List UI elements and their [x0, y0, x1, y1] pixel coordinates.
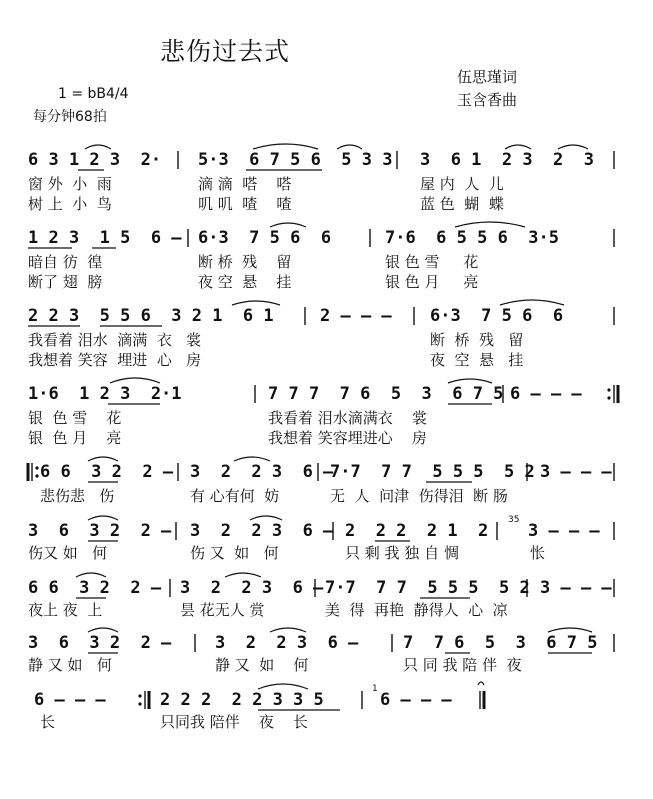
- measure-notes: 3 6 3 2 2 –: [28, 521, 172, 541]
- key-signature: 1 = bB4/4: [58, 86, 129, 102]
- lyric-line-2: 夜 空 悬 挂: [198, 273, 292, 291]
- lyric-line-1: 我看着 泪水滴满衣 裳: [268, 409, 427, 427]
- lyricist-credit: 伍思瑾词: [457, 68, 518, 86]
- lyric-line-1: 我看着 泪水 滴满 衣 裳: [28, 331, 202, 349]
- lyric-line-1: 有 心有何 妨: [190, 487, 280, 505]
- measure-notes: 3 2 2 3 6 –: [180, 578, 324, 598]
- composer-credit: 玉含香曲: [457, 91, 518, 109]
- lyric-line-1: 断 桥 残 留: [430, 331, 524, 349]
- lyric-line-1: 窗 外 小 雨: [28, 175, 112, 193]
- measure-notes: 1·6 1 2 3 2·1: [28, 384, 182, 404]
- barlines: [0, 149, 653, 173]
- measure-notes: 2 2 2 2 1 2: [345, 521, 489, 541]
- lyric-line-2: 银 色 月 亮: [28, 429, 122, 447]
- score-system-9: [0, 684, 653, 763]
- barlines: [0, 383, 653, 407]
- lyric-line-1: 滴 滴 嗒 嗒: [198, 175, 292, 193]
- lyric-line-1: 暗自 彷 徨: [28, 253, 103, 271]
- lyric-line-1: 美 得 再艳 静得人 心 凉: [325, 601, 508, 619]
- svg-text:1: 1: [372, 684, 378, 694]
- lyric-line-2: 蓝 色 蝴 蝶: [420, 195, 504, 213]
- lyric-line-1: 长: [40, 713, 56, 731]
- lyric-line-2: 夜 空 悬 挂: [430, 351, 524, 369]
- measure-notes: 1 2 3 1 5 6 –: [28, 228, 182, 248]
- lyric-line-1: 银 色 雪 花: [28, 409, 122, 427]
- measure-notes: 6 6 3 2 2 –: [28, 578, 162, 598]
- lyric-line-1: 断 桥 残 留: [198, 253, 292, 271]
- lyric-line-1: 夜上 夜 上: [28, 601, 103, 619]
- measure-notes: 6 6 3 2 2 –: [40, 462, 174, 482]
- score-system-4: [0, 383, 653, 457]
- measure-notes: 6 – – –: [34, 690, 106, 710]
- lyric-line-1: 只同我 陪伴 夜 长: [160, 713, 308, 731]
- measure-notes: 2 – – –: [320, 306, 392, 326]
- measure-notes: 3 2 2 3 6 –: [215, 633, 359, 653]
- barlines: [0, 305, 653, 329]
- measure-notes: 6·3 7 5 6 6: [198, 228, 332, 248]
- score-system-3: [0, 305, 653, 379]
- barlines: [0, 227, 653, 251]
- barlines: [0, 684, 653, 713]
- measure-notes: 3 – – –: [528, 521, 600, 541]
- score-system-1: [0, 149, 653, 223]
- lyric-line-2: 树 上 小 鸟: [28, 195, 112, 213]
- measure-notes: 3 – – –: [540, 578, 612, 598]
- measure-notes: 3 2 2 3 6 –: [190, 521, 334, 541]
- measure-notes: 5·3 6 7 5 6 5 3 3: [198, 150, 393, 170]
- barlines: [0, 632, 653, 656]
- measure-notes: 7 7 6 5 3 6 7 5: [403, 633, 598, 653]
- lyric-line-1: 静 又 如 何: [28, 656, 112, 674]
- lyric-line-1: 无 人 问津 伤得泪 断 肠: [330, 487, 508, 505]
- lyric-line-1: 伤又 如 何: [28, 544, 108, 562]
- measure-notes: 7·7 7 7 5 5 5 5 2: [330, 462, 535, 482]
- lyric-line-2: 叽 叽 喳 喳: [198, 195, 292, 213]
- lyric-line-1: 静 又 如 何: [215, 656, 309, 674]
- measure-notes: 6 – – –: [510, 384, 582, 404]
- lyric-line-1: 悲伤悲 伤: [40, 487, 115, 505]
- svg-text:35: 35: [508, 515, 520, 525]
- lyric-line-1: 银 色 雪 花: [385, 253, 479, 271]
- lyric-line-1: 只 同 我 陪 伴 夜: [403, 656, 522, 674]
- measure-notes: 2 2 2 2 2 3 3 5: [160, 690, 324, 710]
- measure-notes: 3 6 3 2 2 –: [28, 633, 172, 653]
- tempo-marking: 每分钟68拍: [33, 109, 107, 125]
- lyric-line-1: 伤 又 如 何: [190, 544, 279, 562]
- measure-notes: 7 7 7 7 6 5 3 6 7 5: [268, 384, 504, 404]
- barlines: [0, 461, 653, 485]
- lyric-line-2: 我想着 笑容 埋进 心 房: [28, 351, 202, 369]
- lyric-line-1: 屋 内 人 儿: [420, 175, 504, 193]
- barlines: [0, 515, 653, 544]
- lyric-line-2: 我想着 笑容埋进心 房: [268, 429, 427, 447]
- measure-notes: 3 – – –: [540, 462, 612, 482]
- lyric-line-1: 怅: [530, 544, 546, 562]
- measure-notes: 7·7 7 7 5 5 5 5 2: [325, 578, 530, 598]
- barlines: [0, 577, 653, 601]
- lyric-line-1: 昙 花无人 赏: [180, 601, 265, 619]
- song-title: 悲伤过去式: [160, 37, 291, 66]
- measure-notes: 6·3 7 5 6 6: [430, 306, 564, 326]
- measure-notes: 7·6 6 5 5 6 3·5: [385, 228, 559, 248]
- lyric-line-2: 银 色 月 亮: [385, 273, 479, 291]
- measure-notes: 3 6 1 2 3 2 3: [420, 150, 594, 170]
- score-system-2: [0, 227, 653, 301]
- measure-notes: 3 2 2 3 6 –: [190, 462, 334, 482]
- measure-notes: 6 3 1 2 3 2·: [28, 150, 162, 170]
- lyric-line-2: 断了 翅 膀: [28, 273, 103, 291]
- lyric-line-1: 只 剩 我 独 自 惆: [345, 544, 459, 562]
- measure-notes: 6 – – –: [380, 690, 452, 710]
- measure-notes: 2 2 3 5 5 6 3 2 1 6 1: [28, 306, 274, 326]
